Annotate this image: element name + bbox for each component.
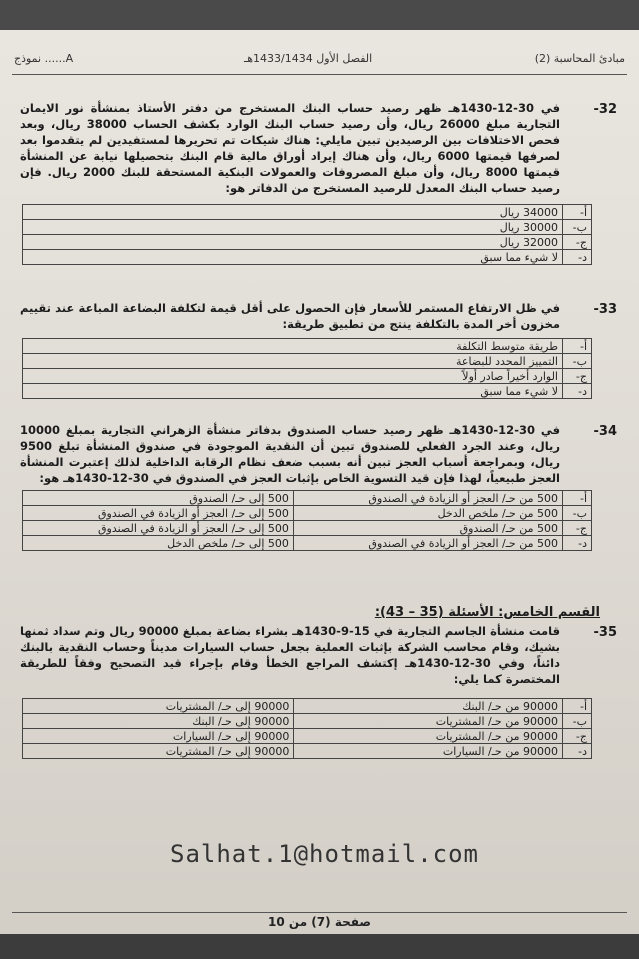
question-number: -34 [593, 424, 617, 439]
option-row[interactable] [23, 220, 592, 235]
option-label: أ- [563, 205, 592, 220]
question-35-options [22, 698, 592, 759]
option-debit: 90000 من حـ/ السيارات [294, 744, 563, 759]
option-debit: 90000 من حـ/ المشتريات [294, 729, 563, 744]
option-label: أ- [563, 699, 592, 714]
option-label: د- [563, 250, 592, 265]
option-label: ب- [563, 506, 592, 521]
option-row[interactable] [23, 235, 592, 250]
option-credit: 500 إلى حـ/ العجز أو الزيادة في الصندوق [23, 521, 294, 536]
option-label: د- [563, 744, 592, 759]
term-label: الفصل الأول 1433/1434هـ [244, 52, 373, 65]
question-number: -35 [593, 625, 617, 640]
question-34-text: في 30-12-1430هـ ظهر رصيد حساب الصندوق بدفاتر منشأة الزهراني التجارية بمبلغ 10000 ريال، وعند الجرد الفعلي للصندوق تبين أن النقدية الموجودة في صندوق المنشأة تبلغ 9500 ريال، وبمراجعة أسباب العجز تبين أنه بسبب ضعف نظام الرقابة الداخلية لذلك إعتبرت المنشأة العجز طبيعياً، لهذا فإن قيد التسوية الخاص بإثبات العجز في الصندوق في 30-12-1430هـ هو: [20, 423, 560, 485]
exam-page [0, 30, 639, 934]
option-text: طريقة متوسط التكلفة [23, 339, 563, 354]
option-debit: 90000 من حـ/ المشتريات [294, 714, 563, 729]
question-number: -32 [593, 102, 617, 117]
option-row[interactable] [23, 250, 592, 265]
option-label: ب- [563, 714, 592, 729]
question-number: -33 [593, 302, 617, 317]
option-row[interactable] [23, 369, 592, 384]
option-row[interactable] [23, 536, 592, 551]
option-text: لا شيء مما سبق [23, 384, 563, 399]
option-text: 34000 ريال [23, 205, 563, 220]
option-credit: 90000 إلى حـ/ المشتريات [23, 699, 294, 714]
option-debit: 500 من حـ/ ملخص الدخل [293, 506, 562, 521]
option-label: د- [563, 536, 592, 551]
option-row[interactable] [23, 506, 592, 521]
option-row[interactable] [23, 521, 592, 536]
option-label: ج- [563, 729, 592, 744]
question-32-text: في 30-12-1430هـ ظهر رصيد حساب البنك المستخرج من دفتر الأستاذ بمنشأة نور الايمان التجارية مبلغ 26000 ريال، وأن رصيد حساب البنك الوارد بكشف الحساب 38000 ريال، وبعد فحص الاختلافات بين الرصيدين تبين مايلي: هناك شيكات تم تحريرها لمستفيدين لم يتقدموا بعد لصرفها قيمتها 6000 ريال، وأن هناك إيراد أوراق مالية قام البنك بتحصيلها نيابة عن المنشأة قيمتها 8000 ريال، وأن مبلغ المصروفات والعمولات البنكية المستحقة للبنك 2000 ريال. فإن رصيد حساب البنك المعدل للرصيد المستخرج من الدفاتر هو: [20, 101, 561, 195]
course-name: مبادئ المحاسبة (2) [534, 52, 625, 65]
option-credit: 90000 إلى حـ/ المشتريات [23, 744, 294, 759]
option-credit: 90000 إلى حـ/ السيارات [23, 729, 294, 744]
photo-bottom-edge [0, 934, 639, 959]
option-credit: 500 إلى حـ/ ملخص الدخل [23, 536, 294, 551]
option-text: التمييز المحدد للبضاعة [23, 354, 563, 369]
option-label: ج- [563, 369, 592, 384]
model-label: نموذج ......A [14, 52, 74, 65]
option-debit: 500 من حـ/ الصندوق [293, 521, 562, 536]
option-label: د- [563, 384, 592, 399]
option-label: ب- [563, 354, 592, 369]
option-row[interactable] [23, 354, 592, 369]
option-row[interactable] [23, 339, 592, 354]
question-35-text: قامت منشأة الجاسم التجارية في 15-9-1430هـ بشراء بضاعة بمبلغ 90000 ريال وتم سداد ثمنها بشيك، وقام محاسب الشركة بإثبات العملية بجعل حساب السيارات مديناً وحساب النقدية بالبنك دائناً، وفي 30-12-1430هـ إكتشف المراجع الخطأ وقام بإجراء قيد التصحيح وفقاً للطريقة المختصرة كما يلي: [20, 624, 560, 686]
option-row[interactable] [23, 744, 592, 759]
question-32-options [22, 204, 592, 265]
option-row[interactable] [23, 699, 592, 714]
header-divider [12, 74, 627, 75]
option-debit: 90000 من حـ/ البنك [294, 699, 563, 714]
option-text: الوارد أخيراً صادر أولاً [23, 369, 563, 384]
page-header [14, 52, 625, 72]
option-credit: 500 إلى حـ/ العجز أو الزيادة في الصندوق [23, 506, 294, 521]
handwritten-email: Salhat.1@hotmail.com [170, 840, 479, 868]
page-number: صفحة (7) من 10 [268, 915, 371, 929]
question-33-text: في ظل الارتفاع المستمر للأسعار فإن الحصول على أقل قيمة لتكلفة البضاعة المباعة عند تقييم مخزون أخر المدة بالتكلفة ينتج من تطبيق طريقة: [20, 301, 560, 331]
option-label: ب- [563, 220, 592, 235]
option-debit: 500 من حـ/ العجز أو الزيادة في الصندوق [293, 491, 562, 506]
photo-top-edge [0, 0, 639, 30]
option-row[interactable] [23, 714, 592, 729]
option-debit: 500 من حـ/ العجز أو الزيادة في الصندوق [293, 536, 562, 551]
footer-divider [12, 912, 627, 913]
option-credit: 90000 إلى حـ/ البنك [23, 714, 294, 729]
option-row[interactable] [23, 205, 592, 220]
option-row[interactable] [23, 384, 592, 399]
section-title: القسم الخامس: الأسئلة (35 – 43): [374, 605, 600, 620]
option-text: 32000 ريال [23, 235, 563, 250]
option-label: أ- [563, 491, 592, 506]
option-row[interactable] [23, 729, 592, 744]
option-label: أ- [563, 339, 592, 354]
option-text: لا شيء مما سبق [23, 250, 563, 265]
option-text: 30000 ريال [23, 220, 563, 235]
option-row[interactable] [23, 491, 592, 506]
option-label: ج- [563, 521, 592, 536]
option-credit: 500 إلى حـ/ الصندوق [23, 491, 294, 506]
question-34-options [22, 490, 592, 551]
question-33-options [22, 338, 592, 399]
option-label: ج- [563, 235, 592, 250]
